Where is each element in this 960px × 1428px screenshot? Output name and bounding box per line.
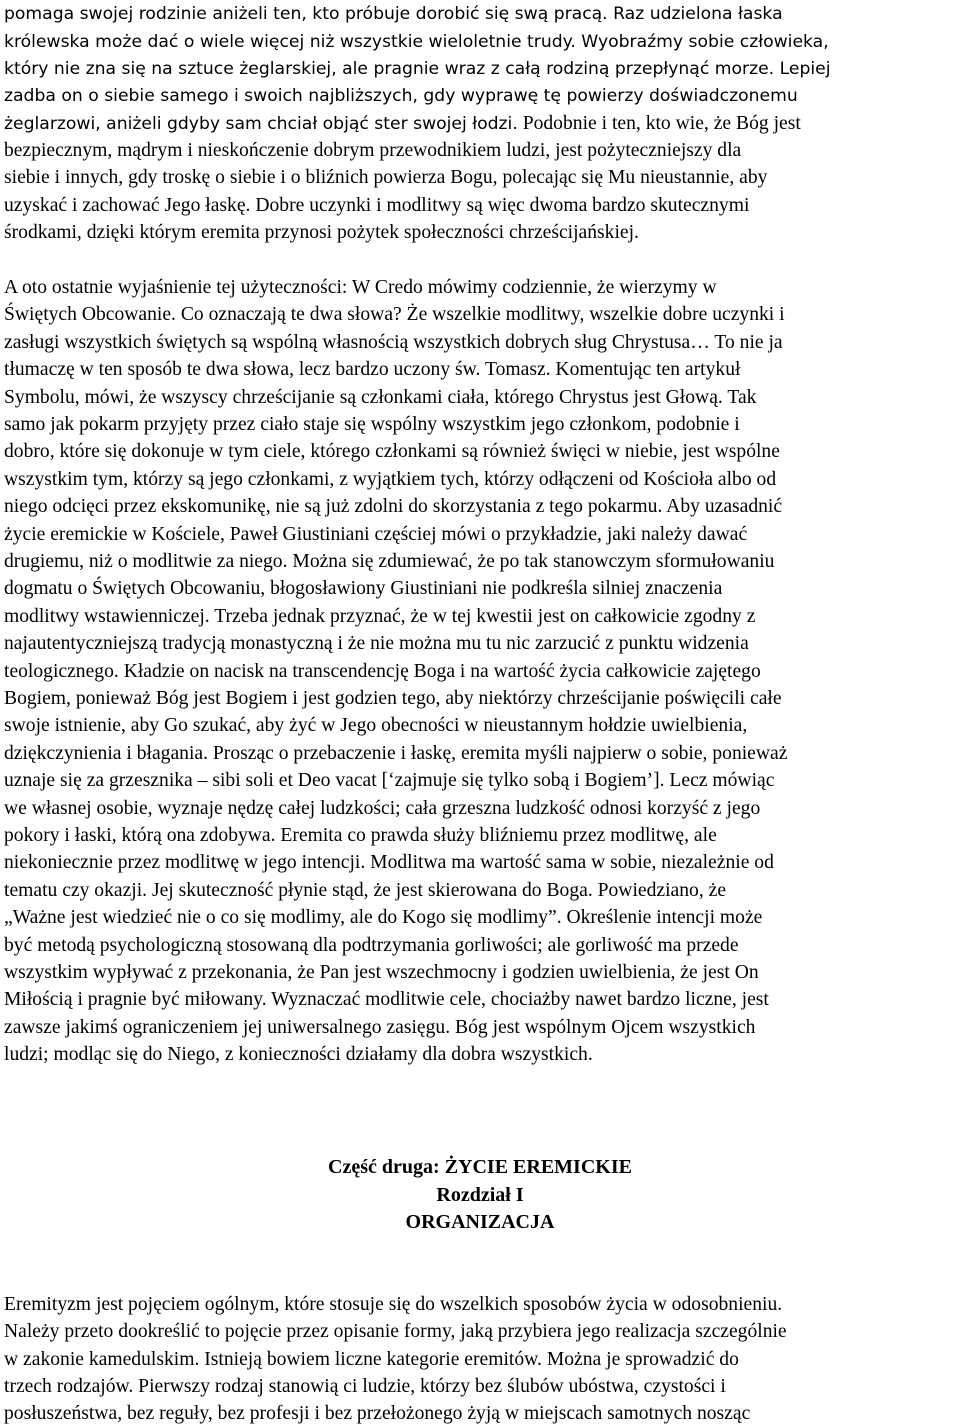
text-line: najautentyczniejszą tradycją monastyczną i że nie można mu tu nic zarzucić z punktu widzenia: [4, 633, 749, 654]
chapter-name: ORGANIZACJA: [405, 1211, 555, 1233]
text-line: dobro, które się dokonuje w tym ciele, którego członkami są również święci w niebie, jest wspólne: [4, 441, 780, 462]
text-span: który nie zna się na sztuce żeglarskiej, ale pragnie wraz z całą rodziną przepłynąć morze. Lepiej: [4, 59, 831, 79]
text-line: dogmatu o Świętych Obcowaniu, błogosławiony Giustiniani nie podkreśla silniej znaczenia: [4, 578, 723, 599]
text-line: w zakonie kamedulskim. Istnieją bowiem liczne kategorie eremitów. Można je sprowadzić do: [4, 1349, 739, 1370]
text-line: niekoniecznie przez modlitwę w jego intencji. Modlitwa ma wartość sama w sobie, niezależnie od: [4, 852, 774, 873]
text-line: uznaje się za grzesznika – sibi soli et Deo vacat [‘zajmuje się tylko sobą i Bogiem’]. Lecz mówiąc: [4, 770, 775, 791]
text-line: tematu czy okazji. Jej skuteczność płynie stąd, że jest skierowana do Boga. Powiedziano, że: [4, 880, 727, 901]
text-line: ludzi; modląc się do Niego, z konieczności działamy dla dobra wszystkich.: [4, 1044, 593, 1065]
text-line: teologicznego. Kładzie on nacisk na transcendencję Boga i na wartość życia całkowicie zajętego: [4, 661, 761, 682]
text-line: zawsze jakimś ograniczeniem jej uniwersalnego zasięgu. Bóg jest wspólnym Ojcem wszystkich: [4, 1017, 756, 1038]
text-line: Należy przeto dookreślić to pojęcie przez opisanie formy, jaką przybiera jego realizacja szczególnie: [4, 1321, 787, 1342]
text-line: Symbolu, mówi, że wszyscy chrześcijanie są członkami ciała, którego Chrystus jest Głową. Tak: [4, 387, 757, 408]
text-line: „Ważne jest wiedzieć nie o co się modlimy, ale do Kogo się modlimy”. Określenie intencji może: [4, 907, 763, 928]
text-line: niego odcięci przez ekskomunikę, nie są już zdolni do skorzystania z tego pokarmu. Aby uzasadnić: [4, 496, 783, 517]
text-line: we własnej osobie, wyznaje nędzę całej ludzkości; cała grzeszna ludzkość odnosi korzyść z jego: [4, 798, 761, 819]
text-span: pomaga swojej rodzinie aniżeli ten, kto próbuje dorobić się swą pracą. Raz udzielona łaska: [4, 4, 783, 24]
text-line: Eremityzm jest pojęciem ogólnym, które stosuje się do wszelkich sposobów życia w odosobnieniu.: [4, 1294, 783, 1315]
text-line: [4, 0, 783, 28]
text-line: wszystkim wypływać z przekonania, że Pan jest wszechmocny i godzien uwielbienia, że jest On: [4, 962, 759, 983]
text-line: A oto ostatnie wyjaśnienie tej użyteczności: W Credo mówimy codziennie, że wierzymy w: [4, 277, 717, 298]
text-line: uzyskać i zachować Jego łaskę. Dobre uczynki i modlitwy są więc dwoma bardzo skutecznymi: [4, 195, 750, 216]
text-line: Miłością i pragnie być miłowany. Wyznaczać modlitwie cele, chociażby nawet bardzo liczne, jest: [4, 989, 769, 1010]
text-line: Świętych Obcowanie. Co oznaczają te dwa słowa? Że wszelkie modlitwy, wszelkie dobre uczynki i: [4, 304, 785, 325]
text-span: Podobnie i ten, kto wie, że Bóg jest: [517, 113, 801, 134]
text-line: [4, 28, 829, 56]
text-line: siebie i innych, gdy troskę o siebie i o bliźnich powierza Bogu, polecając się Mu nieustannie, aby: [4, 167, 768, 188]
text-line: Bogiem, ponieważ Bóg jest Bogiem i jest godzien tego, aby niektórzy chrześcijanie poświęcili całe: [4, 688, 782, 709]
text-line: [4, 55, 831, 83]
text-line: drugiemu, niż o modlitwie za niego. Można się zdumiewać, że po tak stanowczym sformułowaniu: [4, 551, 775, 572]
text-line: swoje istnienie, aby Go szukać, aby żyć w Jego obecności w nieustannym hołdzie uwielbienia,: [4, 715, 748, 736]
text-line: posłuszeństwa, bez reguły, bez profesji i bez przełożonego żyją w miejscach samotnych nosząc: [4, 1403, 751, 1424]
chapter-title: Rozdział I: [436, 1184, 524, 1206]
text-line: zasługi wszystkich świętych są wspólną własnością wszystkich dobrych sług Chrystusa… To nie ja: [4, 332, 783, 353]
text-line: środkami, dzięki którym eremita przynosi pożytek społeczności chrześcijańskiej.: [4, 222, 639, 243]
text-span: królewska może dać o wiele więcej niż wszystkie wieloletnie trudy. Wyobraźmy sobie człowieka,: [4, 32, 829, 52]
text-line: bezpiecznym, mądrym i nieskończenie dobrym przewodnikiem ludzi, jest pożyteczniejszy dla: [4, 140, 742, 161]
text-line: dziękczynienia i błagania. Prosząc o przebaczenie i łaskę, eremita myśli najpierw o sobie, ponieważ: [4, 743, 788, 764]
text-line: [4, 110, 801, 138]
text-line: samo jak pokarm przyjęty przez ciało staje się wspólny wszystkim jego członkom, podobnie i: [4, 414, 740, 435]
text-line: trzech rodzajów. Pierwszy rodzaj stanowią ci ludzie, którzy bez ślubów ubóstwa, czystości i: [4, 1376, 726, 1397]
text-span: żeglarzowi, aniżeli gdyby sam chciał objąć ster swojej łodzi.: [4, 114, 518, 134]
text-line: wszystkim tym, którzy są jego członkami, z wyjątkiem tych, którzy odłączeni od Kościoła albo od: [4, 469, 777, 490]
text-line: [4, 82, 798, 110]
part-title: Część druga: ŻYCIE EREMICKIE: [328, 1156, 632, 1178]
text-line: modlitwy wstawienniczej. Trzeba jednak przyznać, że w tej kwestii jest on całkowicie zgodny z: [4, 606, 756, 627]
text-span: zadba on o siebie samego i swoich najbliższych, gdy wyprawę tę powierzy doświadczonemu: [4, 86, 798, 106]
text-line: być metodą psychologiczną stosowaną dla podtrzymania gorliwości; ale gorliwość ma przede: [4, 935, 739, 956]
text-line: pokory i łaski, którą ona zdobywa. Eremita co prawda służy bliźniemu przez modlitwę, ale: [4, 825, 717, 846]
text-line: życie eremickie w Kościele, Paweł Giustiniani częściej mówi o przykładzie, jaki należy dawać: [4, 524, 748, 545]
text-line: tłumaczę w ten sposób te dwa słowa, lecz bardzo uczony św. Tomasz. Komentując ten artykuł: [4, 359, 741, 380]
